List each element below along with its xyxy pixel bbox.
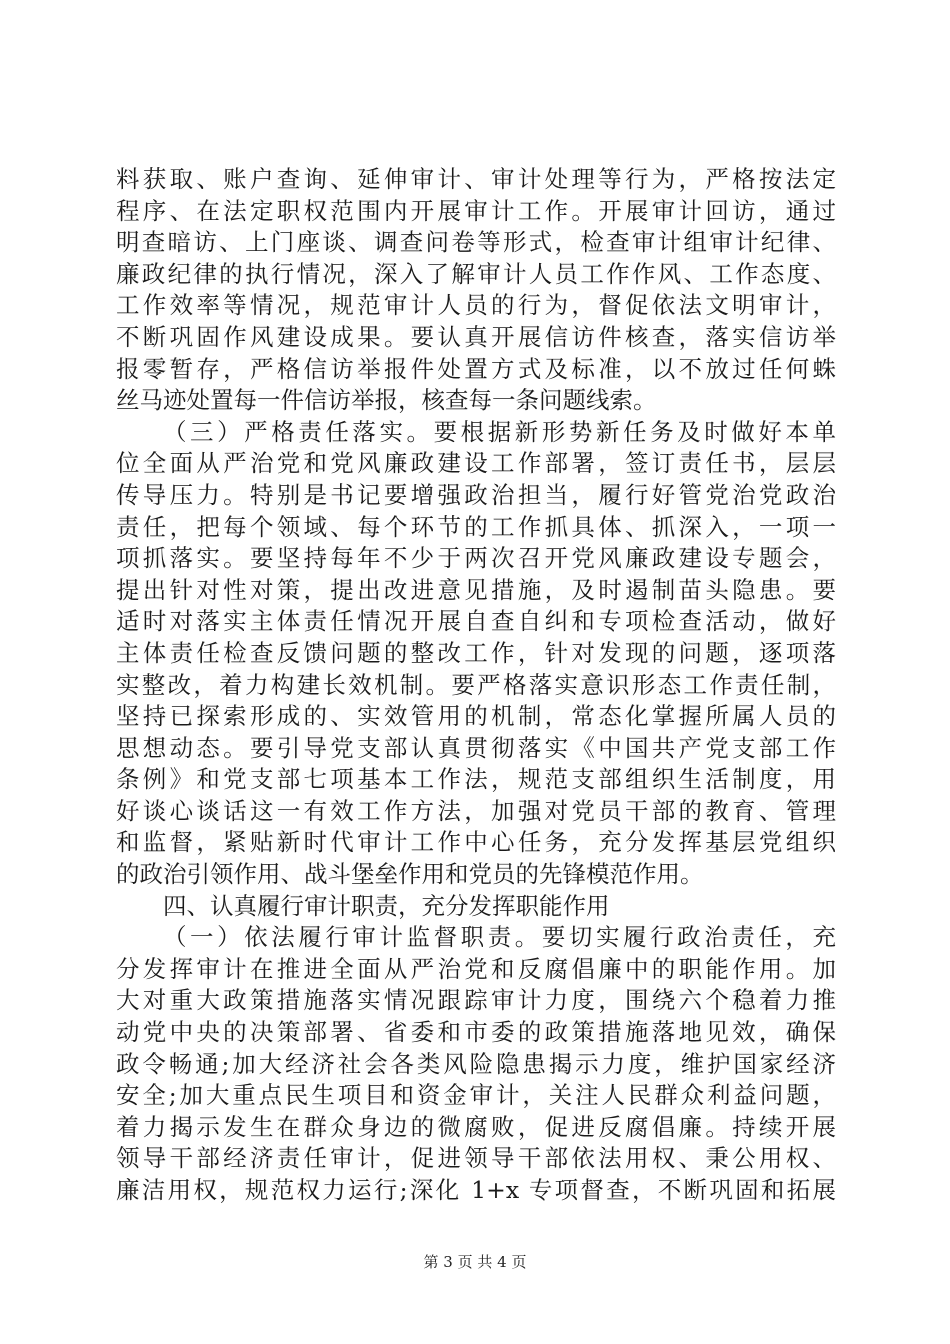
text-line: 工作效率等情况，规范审计人员的行为，督促依法文明审计， [116, 291, 836, 320]
page-number-footer: 第 3 页 共 4 页 [423, 1253, 527, 1271]
text-line: 料获取、账户查询、延伸审计、审计处理等行为，严格按法定 [116, 165, 836, 193]
text-line: 责任，把每个领域、每个环节的工作抓具体、抓深入，一项一 [116, 512, 836, 541]
text-line: 思想动态。要引导党支部认真贯彻落实《中国共产党支部工作 [116, 733, 836, 762]
text-line: 好谈心谈话这一有效工作方法，加强对党员干部的教育、管理 [116, 796, 836, 825]
text-line: 的政治引领作用、战斗堡垒作用和党员的先锋模范作用。 [116, 860, 704, 889]
text-line: 传导压力。特别是书记要增强政治担当，履行好管党治党政治 [116, 480, 836, 509]
text-line: 项抓落实。要坚持每年不少于两次召开党风廉政建设专题会， [116, 544, 836, 573]
text-line: 不断巩固作风建设成果。要认真开展信访件核查，落实信访举 [116, 322, 836, 351]
text-line: 提出针对性对策，提出改进意见措施，及时遏制苗头隐患。要 [116, 575, 836, 604]
text-line: （一）依法履行审计监督职责。要切实履行政治责任，充 [163, 923, 836, 952]
text-line: 明查暗访、上门座谈、调查问卷等形式，检查审计组审计纪律、 [116, 228, 836, 257]
section-heading: 四、认真履行审计职责，充分发挥职能作用 [163, 891, 610, 920]
text-line: 廉洁用权，规范权力运行;深化 1+x 专项督查，不断巩固和拓展 [116, 1176, 836, 1204]
document-body [116, 164, 836, 1207]
text-line: 廉政纪律的执行情况，深入了解审计人员工作作风、工作态度、 [116, 259, 836, 288]
text-line: 动党中央的决策部署、省委和市委的政策措施落地见效，确保 [116, 1018, 836, 1047]
text-line: 和监督，紧贴新时代审计工作中心任务，充分发挥基层党组织 [116, 828, 836, 857]
text-line: 政令畅通;加大经济社会各类风险隐患揭示力度，维护国家经济 [116, 1049, 836, 1078]
text-line: 丝马迹处置每一件信访举报，核查每一条问题线索。 [116, 386, 657, 415]
text-line: 坚持已探索形成的、实效管用的机制，常态化掌握所属人员的 [116, 702, 836, 731]
text-line: 报零暂存，严格信访举报件处置方式及标准，以不放过任何蛛 [116, 354, 836, 383]
text-line: 大对重大政策措施落实情况跟踪审计力度，围绕六个稳着力推 [116, 986, 836, 1015]
text-line: 分发挥审计在推进全面从严治党和反腐倡廉中的职能作用。加 [116, 954, 836, 983]
text-line: 主体责任检查反馈问题的整改工作，针对发现的问题，逐项落 [116, 638, 836, 667]
text-line: 安全;加大重点民生项目和资金审计，关注人民群众利益问题， [116, 1081, 836, 1110]
text-line: 实整改，着力构建长效机制。要严格落实意识形态工作责任制， [116, 670, 836, 699]
text-line: 位全面从严治党和党风廉政建设工作部署，签订责任书，层层 [116, 449, 836, 478]
text-line: 领导干部经济责任审计，促进领导干部依法用权、秉公用权、 [116, 1144, 836, 1173]
text-line: （三）严格责任落实。要根据新形势新任务及时做好本单 [163, 417, 836, 446]
text-line: 程序、在法定职权范围内开展审计工作。开展审计回访，通过 [116, 196, 836, 225]
text-line: 适时对落实主体责任情况开展自查自纠和专项检查活动，做好 [116, 607, 836, 636]
text-line: 着力揭示发生在群众身边的微腐败，促进反腐倡廉。持续开展 [116, 1112, 836, 1141]
text-line: 条例》和党支部七项基本工作法，规范支部组织生活制度，用 [116, 765, 836, 794]
